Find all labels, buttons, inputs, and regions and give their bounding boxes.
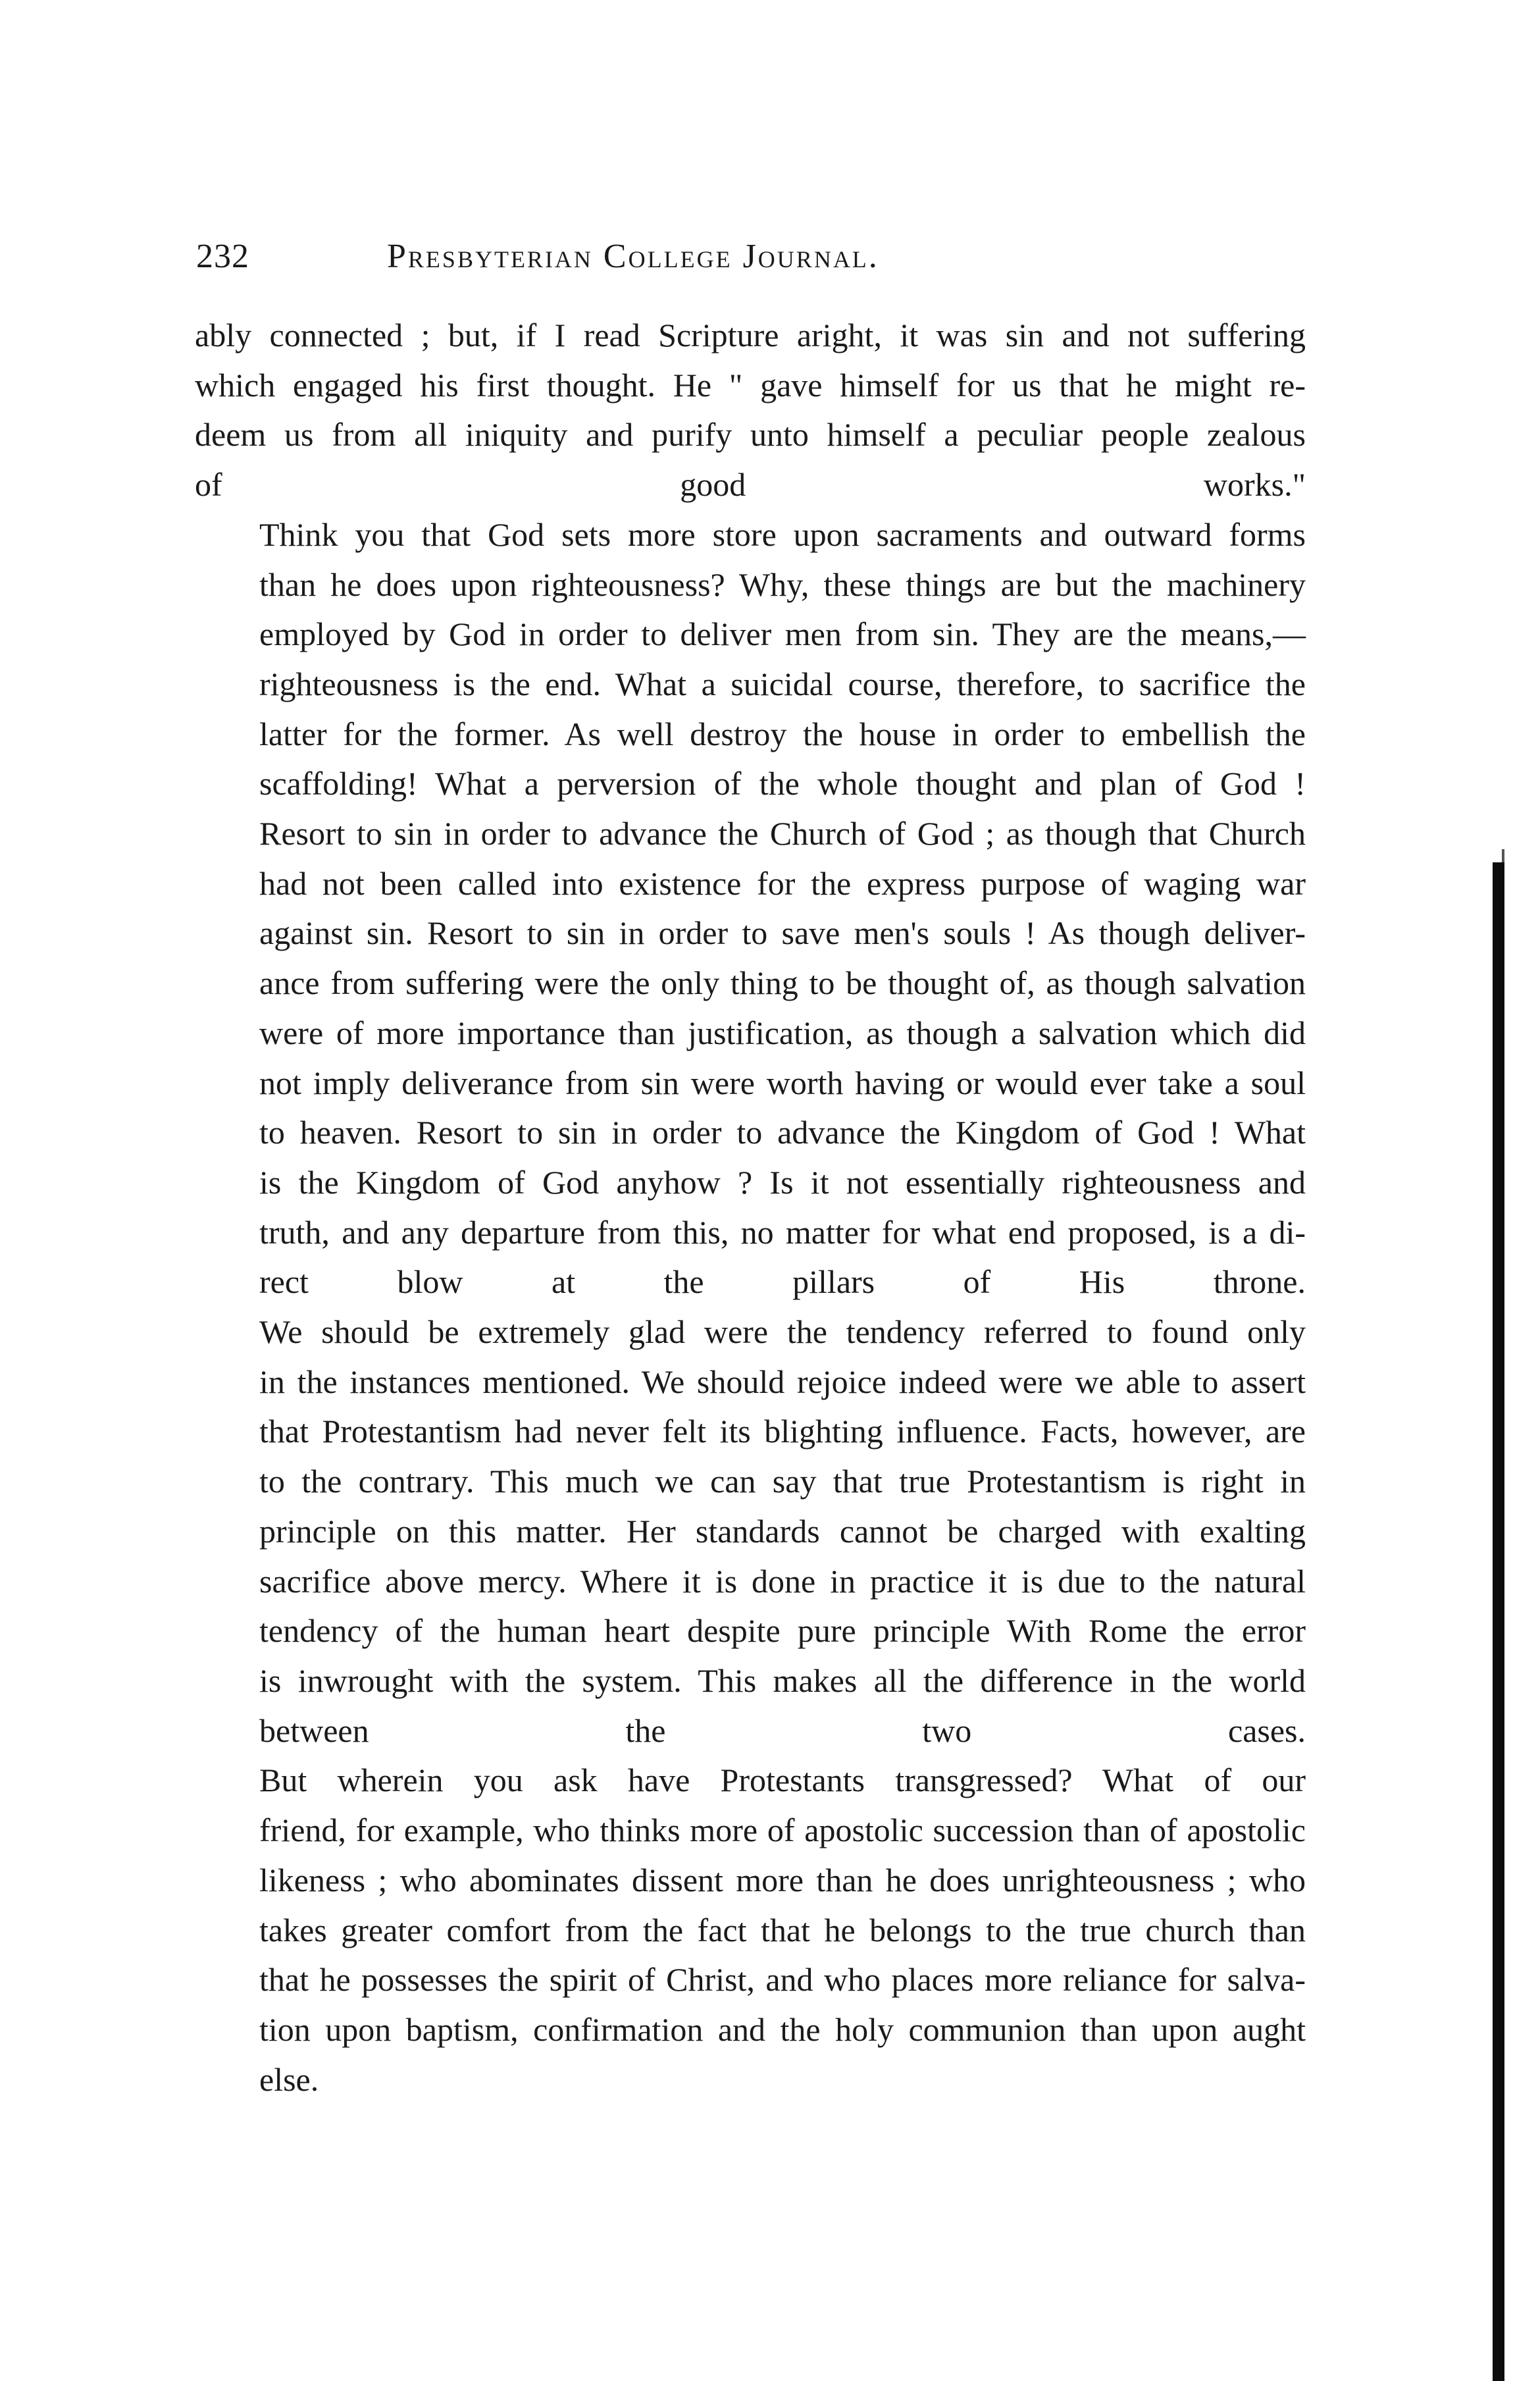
text-line: Resort to sin in order to advance the Church of God ; as though that Church (259, 815, 1306, 852)
page-number: 232 (196, 238, 249, 275)
text-line: likeness ; who abominates dissent more than he does unrighteousness ; who (259, 1861, 1306, 1898)
text-line: latter for the former. As well destroy the house in order to embellish the (259, 715, 1306, 752)
text-line: than he does upon righteousness? Why, these things are but the machinery (259, 565, 1306, 603)
text-line: takes greater comfort from the fact that he belongs to the true church than (259, 1911, 1306, 1949)
text-line: between the two cases. (259, 1712, 1306, 1749)
text-line: Think you that God sets more store upon sacraments and outward forms (259, 515, 1306, 553)
text-line: righteousness is the end. What a suicidal course, therefore, to sacrifice the (259, 665, 1306, 702)
text-line: rect blow at the pillars of His throne. (259, 1263, 1306, 1301)
text-line: were of more importance than justification, as though a salvation which did (259, 1014, 1306, 1051)
paragraph-4 (195, 1756, 1306, 2105)
text-line: truth, and any departure from this, no matter for what end proposed, is a di- (259, 1213, 1306, 1251)
text-line: else. (259, 2060, 319, 2098)
text-line: We should be extremely glad were the tendency referred to found only (259, 1313, 1306, 1351)
text-line: to heaven. Resort to sin in order to advance the Kingdom of God ! What (259, 1114, 1306, 1151)
text-line: in the instances mentioned. We should rejoice indeed were we able to assert (259, 1363, 1306, 1400)
text-line: friend, for example, who thinks more of apostolic succession than of apostolic (259, 1812, 1306, 1849)
text-line: principle on this matter. Her standards cannot be charged with exalting (259, 1512, 1306, 1550)
text-line: that he possesses the spirit of Christ, and who places more reliance for salva- (259, 1961, 1306, 1999)
paragraph-3 (195, 1307, 1306, 1756)
text-line: is the Kingdom of God anyhow ? Is it not essentially righteousness and (259, 1163, 1306, 1201)
paragraph-1 (195, 311, 1306, 510)
text-line: employed by God in order to deliver men from sin. They are the means,— (259, 615, 1306, 653)
text-line: sacrifice above mercy. Where it is done in practice it is due to the natural (259, 1562, 1306, 1600)
text-line: of good works." (195, 466, 1306, 504)
text-line: tion upon baptism, confirmation and the holy communion than upon aught (259, 2010, 1306, 2048)
body-text (195, 311, 1306, 2105)
paragraph-2 (195, 510, 1306, 1307)
running-title: Presbyterian College Journal. (387, 238, 879, 275)
text-line: that Protestantism had never felt its blighting influence. Facts, however, are (259, 1413, 1306, 1450)
text-line: But wherein you ask have Protestants transgressed? What of our (259, 1762, 1306, 1799)
text-line: had not been called into existence for the express purpose of waging war (259, 864, 1306, 902)
text-line: deem us from all iniquity and purify unto himself a peculiar people zealous (195, 416, 1306, 454)
page-header (196, 237, 1315, 290)
scan-edge-bar (1493, 862, 1504, 2381)
text-line: which engaged his first thought. He " gave himself for us that he might re- (195, 366, 1306, 404)
text-line: ance from suffering were the only thing to be thought of, as though salvation (259, 964, 1306, 1002)
text-line: against sin. Resort to sin in order to save men's souls ! As though deliver- (259, 914, 1306, 952)
text-line: is inwrought with the system. This makes all the difference in the world (259, 1661, 1306, 1699)
text-line: to the contrary. This much we can say that true Protestantism is right in (259, 1463, 1306, 1500)
text-line: tendency of the human heart despite pure principle With Rome the error (259, 1612, 1306, 1650)
text-line: not imply deliverance from sin were worth having or would ever take a soul (259, 1064, 1306, 1101)
text-line: scaffolding! What a perversion of the whole thought and plan of God ! (259, 765, 1306, 802)
text-line: ably connected ; but, if I read Scripture aright, it was sin and not suffering (195, 317, 1306, 353)
